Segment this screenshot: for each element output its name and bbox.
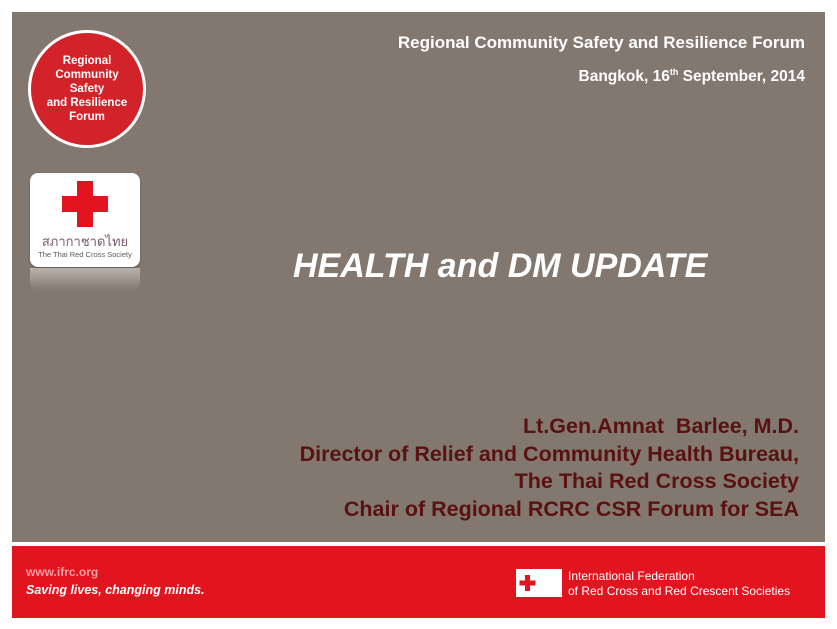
date-prefix: Bangkok, 16 — [578, 68, 670, 85]
ifrc-name-line-2: of Red Cross and Red Crescent Societies — [568, 584, 791, 598]
slide-title: HEALTH and DM UPDATE — [293, 247, 708, 285]
trcs-thai-name: สภากาชาดไทย — [41, 235, 129, 250]
ifrc-emblem-icon — [516, 569, 562, 597]
presenter-role-1: Director of Relief and Community Health Bureau, — [299, 441, 799, 466]
footer-tagline: Saving lives, changing minds. — [26, 583, 205, 597]
forum-badge — [28, 30, 146, 148]
trcs-english-name: The Thai Red Cross Society — [38, 250, 132, 259]
thai-red-cross-logo — [30, 173, 140, 267]
forum-title: Regional Community Safety and Resilience Forum — [397, 33, 805, 52]
presenter-role-2: The Thai Red Cross Society — [514, 469, 799, 493]
logo-reflection — [30, 268, 140, 290]
presenter-name: Lt.Gen.Amnat Barlee, M.D. — [523, 414, 799, 438]
footer-url[interactable]: www.ifrc.org — [26, 565, 99, 579]
red-cross-icon — [62, 181, 108, 227]
forum-badge-text: Regional Community Safety and Resilience Forum — [46, 55, 128, 123]
presenter-role-3: Chair of Regional RCRC CSR Forum for SEA — [343, 496, 799, 521]
ifrc-name — [568, 569, 790, 599]
footer-bar — [12, 546, 825, 618]
date-suffix: September, 2014 — [678, 68, 805, 85]
ifrc-name-line-1: International Federation — [568, 569, 695, 583]
presenter-block — [300, 413, 799, 523]
date-superscript: th — [669, 67, 679, 77]
event-date — [579, 67, 805, 86]
